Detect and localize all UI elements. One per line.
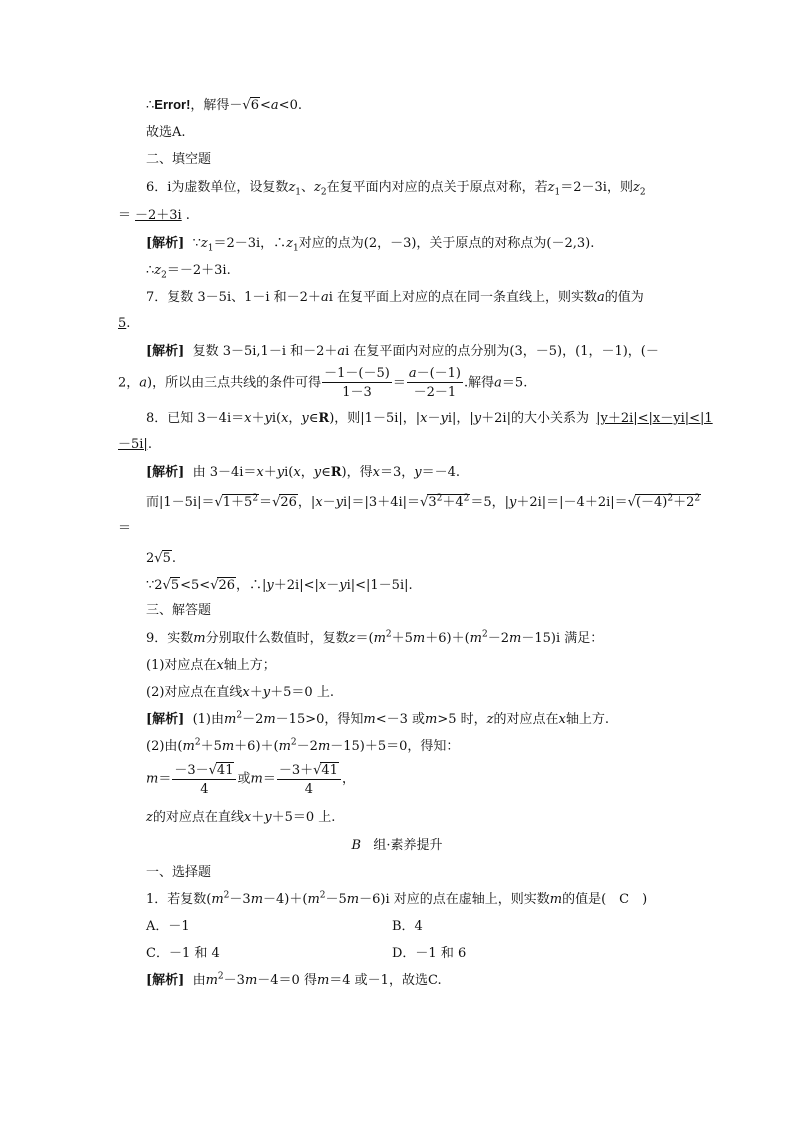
fraction: $\frac{-3-√41}{4}$	[172, 762, 236, 796]
equals-continuation: ＝	[118, 521, 132, 536]
sqrt: $√(-4)^2+2^2$	[627, 493, 701, 510]
analysis-9-part-2: (2)由$(m^2+5m+6)+(m^2-2m-15)+5=0$，得知：	[146, 737, 460, 754]
answer-7: 5.	[118, 316, 131, 331]
answer-blank: －5i|	[118, 437, 148, 452]
question-b1: 1．若复数$(m^2-3m-4)+(m^2-5m-6)i$ 对应的点在虚轴上，则实数m的值是( C )	[146, 890, 648, 907]
text: ∴	[146, 98, 155, 113]
question-7: 7．复数 3－5i、1－i 和－2＋ai 在复平面上对应的点在同一条直线上，则实数a的值为	[146, 290, 644, 305]
error-text: Error!	[154, 97, 191, 112]
analysis-b1: [解析] 由$m^2-3m-4=0$ 得m＝4 或－1，故选C.	[146, 971, 442, 988]
sqrt: √5	[162, 578, 180, 593]
line-1	[146, 97, 302, 112]
group-b-title: B 组·素养提升	[351, 838, 443, 853]
section-heading-fill: 二、填空题	[146, 152, 212, 167]
analysis-9-part-1: [解析] (1)由$m^2-2m-15>0$，得知m<－3 或m>5 时，z的对应点在x轴上方.	[146, 710, 609, 727]
sqrt: √26	[272, 495, 297, 510]
text: <0.	[278, 98, 302, 113]
question-6: 6．i为虚数单位，设复数$z_1$、$z_2$在复平面内对应的点关于原点对称，若$z_1=2-3i$，则$z_2$	[146, 180, 646, 198]
analysis-tag: [解析]	[146, 465, 185, 480]
answer-6: ＝ －2＋3i .	[118, 208, 190, 223]
analysis-9-conclusion: z的对应点在直线x＋y＋5＝0 上.	[146, 810, 336, 825]
option-d: D．－1 和 6	[392, 946, 467, 961]
section-heading-choice: 一、选择题	[146, 865, 212, 880]
text: <	[260, 98, 271, 113]
sqrt: √5	[154, 551, 171, 566]
var: a	[270, 98, 279, 113]
analysis-6-result: $\therefore z_2=-2+3i$.	[146, 263, 231, 281]
section-heading-solve: 三、解答题	[146, 603, 212, 618]
analysis-tag: [解析]	[146, 712, 185, 727]
analysis-tag: [解析]	[146, 973, 185, 988]
question-9-part-2: (2)对应点在直线x＋y＋5＝0 上.	[146, 685, 334, 700]
option-a: A．－1	[146, 919, 190, 934]
line-2: 故选A.	[146, 125, 186, 140]
question-9: 9．实数m分别取什么数值时，复数$z=(m^2+5m+6)+(m^2-2m-15)i$ 满足：	[146, 629, 604, 646]
analysis-7: [解析] 复数 3－5i,1－i 和－2＋ai 在复平面内对应的点分别为(3，－5)，(1，－1)，(－	[146, 344, 659, 359]
sqrt: $√1+5^2$	[214, 493, 259, 510]
answer-blank: －2＋3i	[135, 208, 182, 223]
fraction: $\frac{-3+√41}{4}$	[277, 762, 341, 796]
sqrt: √26	[210, 578, 236, 593]
question-9-part-1: (1)对应点在x轴上方；	[146, 658, 276, 673]
question-8: 8．已知 3－4i＝x＋yi(x，y∈R)，则|1－5i|，|x－yi|，|y＋2i|的大小关系为 |y＋2i|<|x－yi|<|1	[146, 411, 713, 426]
fraction: $\frac{a-(-1)}{-2-1}$	[408, 366, 462, 400]
analysis-8-conclusion: ∵2√5<5<√26，∴|y＋2i|<|x－yi|<|1－5i|.	[146, 578, 413, 593]
answer-8: －5i|.	[118, 437, 152, 452]
analysis-tag: [解析]	[146, 236, 185, 251]
answer-blank: 5	[118, 316, 127, 331]
option-b: B．4	[392, 919, 423, 934]
analysis-8-moduli: 而$|1-5i|=√1+5^2=√26$，$|x-yi|=|3+4i|=√3^2+4^2=5$，$|y+2i|=|-4+2i|=√(-4)^2+2^2$	[146, 493, 701, 510]
analysis-9-roots: m＝ $\frac{-3-√41}{4}$ 或m＝ $\frac{-3+√41}{4}$ ，	[146, 763, 355, 797]
option-c: C．－1 和 4	[146, 946, 220, 961]
analysis-6: [解析] $\because z_1=2-3i$，$\therefore z_1$对应的点为(2，－3)，关于原点的对称点为(－2,3).	[146, 236, 595, 254]
sqrt: √6	[242, 98, 259, 113]
analysis-tag: [解析]	[146, 344, 185, 359]
text: ，解得－	[190, 98, 243, 113]
analysis-8: [解析] 由 3－4i＝x＋yi(x，y∈R)，得x＝3，y＝－4.	[146, 465, 460, 480]
analysis-8-value: 2√5.	[146, 551, 176, 566]
fraction: $\frac{-1-(-5)}{1-3}$	[324, 366, 390, 400]
sqrt: $√3^2+4^2$	[420, 493, 470, 510]
answer-blank: |y＋2i|<|x－yi|<|1	[596, 411, 713, 426]
analysis-7-fraction: 2，a)，所以由三点共线的条件可得 $\frac{-1-(-5)}{1-3}$ ＝ $\frac{a-(-1)}{-2-1}$ .解得a＝5.	[118, 366, 528, 400]
radicand: 6	[250, 98, 259, 113]
